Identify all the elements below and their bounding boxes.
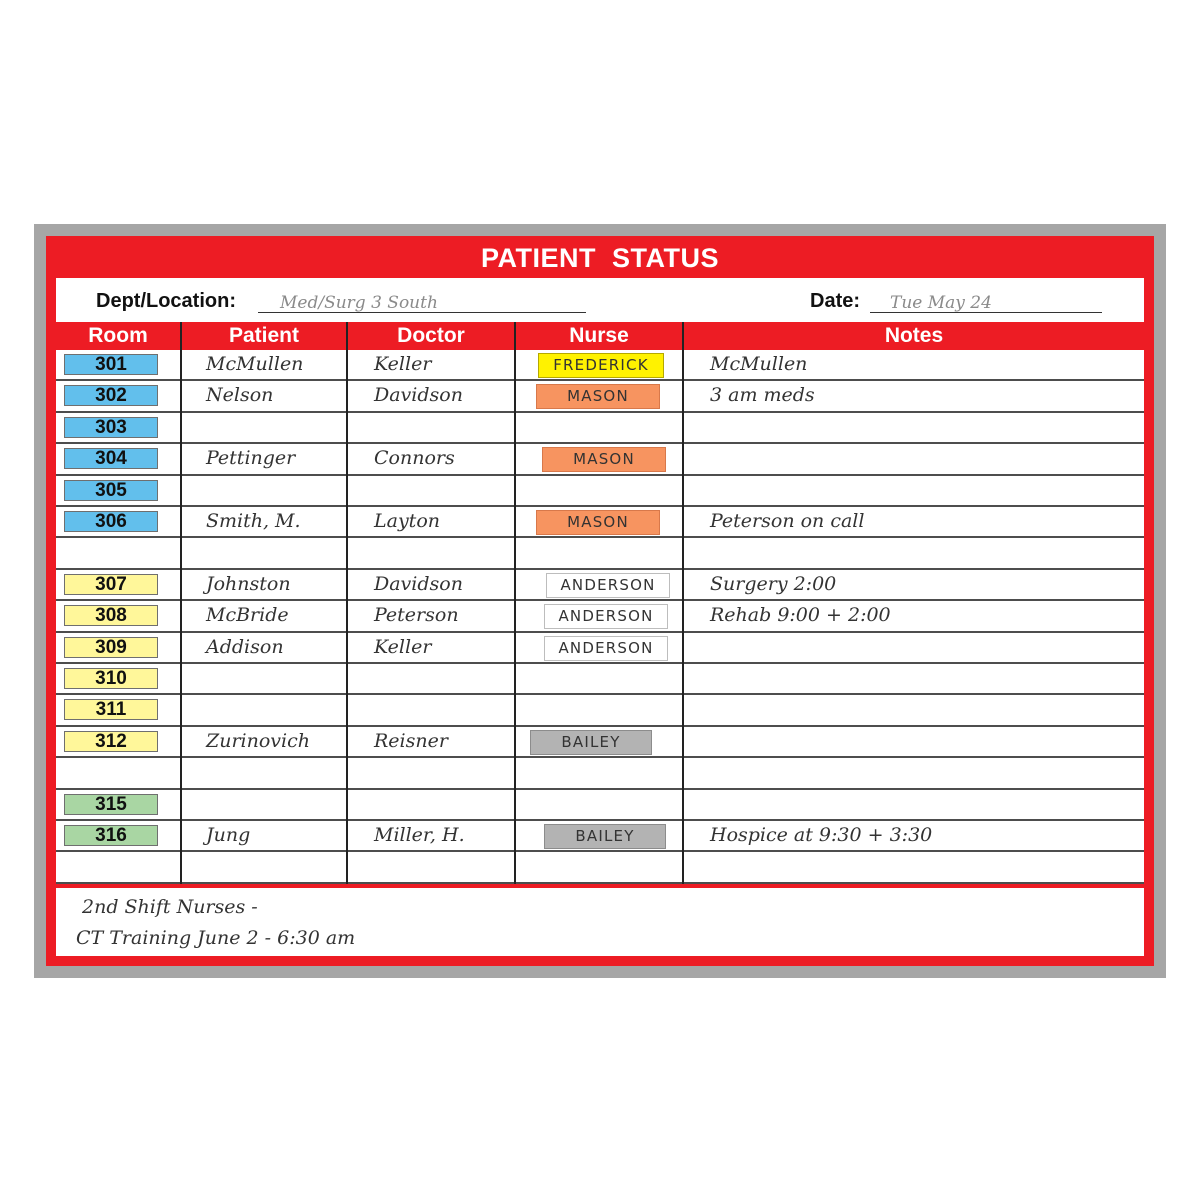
doctor-name[interactable]: Keller (374, 353, 432, 375)
row-divider (56, 788, 1144, 790)
column-header-doctor: Doctor (397, 324, 465, 347)
room-tag[interactable]: 305 (64, 480, 158, 501)
nurse-name-tag[interactable]: BAILEY (544, 824, 666, 849)
patient-name[interactable]: Johnston (206, 573, 291, 595)
nurse-name-tag[interactable]: FREDERICK (538, 353, 664, 378)
room-tag[interactable]: 312 (64, 731, 158, 752)
date-label: Date: (810, 290, 861, 312)
row-note[interactable]: Rehab 9:00 + 2:00 (710, 604, 891, 626)
column-divider (346, 322, 348, 884)
row-divider (56, 442, 1144, 444)
doctor-name[interactable]: Davidson (374, 384, 463, 406)
room-tag[interactable]: 315 (64, 794, 158, 815)
doctor-name[interactable]: Layton (374, 510, 440, 532)
row-divider (56, 850, 1144, 852)
row-divider (56, 631, 1144, 633)
column-divider (682, 322, 684, 884)
nurse-name-tag[interactable]: ANDERSON (544, 604, 668, 629)
footer-note-line: CT Training June 2 - 6:30 am (76, 927, 356, 949)
row-divider (56, 568, 1144, 570)
column-header-nurse: Nurse (569, 324, 629, 347)
row-note[interactable]: 3 am meds (710, 384, 815, 406)
doctor-name[interactable]: Keller (374, 636, 432, 658)
nurse-name-tag[interactable]: BAILEY (530, 730, 652, 755)
footer-note-line: 2nd Shift Nurses - (82, 896, 258, 918)
nurse-name-tag[interactable]: MASON (536, 510, 660, 535)
room-tag[interactable]: 304 (64, 448, 158, 469)
patient-name[interactable]: Zurinovich (206, 730, 310, 752)
row-note[interactable]: Surgery 2:00 (710, 573, 837, 595)
nurse-name-tag[interactable]: MASON (536, 384, 660, 409)
room-tag[interactable]: 306 (64, 511, 158, 532)
room-tag[interactable]: 303 (64, 417, 158, 438)
row-divider (56, 756, 1144, 758)
row-note[interactable]: Peterson on call (710, 510, 865, 532)
room-tag[interactable]: 301 (64, 354, 158, 375)
row-divider (56, 536, 1144, 538)
row-divider (56, 505, 1144, 507)
doctor-name[interactable]: Reisner (374, 730, 448, 752)
doctor-name[interactable]: Davidson (374, 573, 463, 595)
nurse-name-tag[interactable]: ANDERSON (546, 573, 670, 598)
column-divider (180, 322, 182, 884)
patient-name[interactable]: McMullen (206, 353, 304, 375)
row-divider (56, 474, 1144, 476)
column-header-patient: Patient (228, 324, 299, 347)
dept-location-value[interactable]: Med/Surg 3 South (280, 293, 438, 313)
patient-name[interactable]: McBride (206, 604, 289, 626)
room-tag[interactable]: 311 (64, 699, 158, 720)
row-divider (56, 379, 1144, 381)
column-header-notes: Notes (884, 324, 944, 347)
column-divider (514, 322, 516, 884)
nurse-name-tag[interactable]: ANDERSON (544, 636, 668, 661)
row-divider (56, 411, 1144, 413)
patient-name[interactable]: Addison (206, 636, 284, 658)
room-tag[interactable]: 310 (64, 668, 158, 689)
row-divider (56, 599, 1144, 601)
row-divider (56, 725, 1144, 727)
patient-name[interactable]: Nelson (206, 384, 274, 406)
room-tag[interactable]: 307 (64, 574, 158, 595)
patient-name[interactable]: Pettinger (206, 447, 296, 469)
doctor-name[interactable]: Miller, H. (374, 824, 465, 846)
patient-name[interactable]: Jung (206, 824, 251, 846)
doctor-name[interactable]: Peterson (374, 604, 459, 626)
row-note[interactable]: Hospice at 9:30 + 3:30 (710, 824, 933, 846)
row-divider (56, 819, 1144, 821)
row-note[interactable]: McMullen (710, 353, 808, 375)
doctor-name[interactable]: Connors (374, 447, 455, 469)
date-value[interactable]: Tue May 24 (890, 293, 992, 313)
room-tag[interactable]: 302 (64, 385, 158, 406)
column-header-room: Room (88, 324, 148, 347)
room-tag[interactable]: 308 (64, 605, 158, 626)
row-divider (56, 662, 1144, 664)
dept-location-label: Dept/Location: (96, 290, 236, 312)
nurse-name-tag[interactable]: MASON (542, 447, 666, 472)
row-divider (56, 882, 1144, 884)
room-tag[interactable]: 309 (64, 637, 158, 658)
patient-name[interactable]: Smith, M. (206, 510, 301, 532)
board-title: PATIENT STATUS (481, 243, 719, 273)
row-divider (56, 693, 1144, 695)
room-tag[interactable]: 316 (64, 825, 158, 846)
